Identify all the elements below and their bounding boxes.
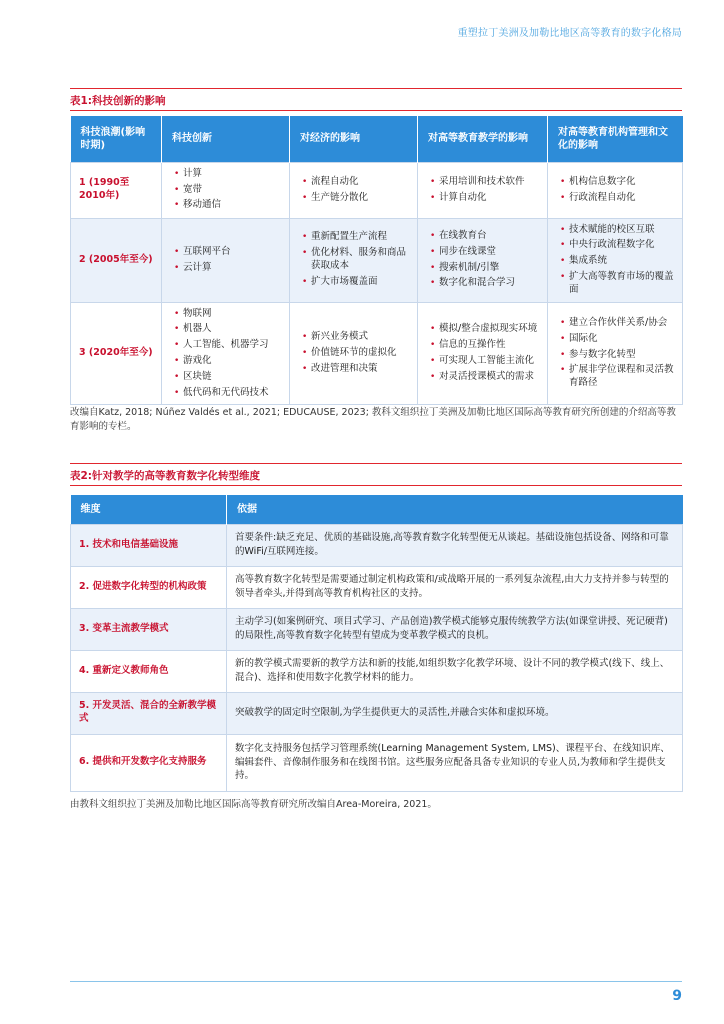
- row-mgmt: [548, 162, 683, 218]
- row-wave: 2 (2005年至今): [71, 218, 162, 302]
- table-row: [71, 650, 683, 692]
- table-row: [71, 608, 683, 650]
- row-tech: [162, 218, 290, 302]
- row-wave: 3 (2020年至今): [71, 302, 162, 405]
- list-item: • 扩大市场覆盖面: [302, 276, 409, 289]
- table-row: [71, 218, 683, 302]
- table-row: [71, 566, 683, 608]
- list-item: • 机构信息数字化: [560, 176, 674, 189]
- table2-header-basis: 依据: [227, 495, 683, 524]
- list-item: • 中央行政流程数字化: [560, 239, 674, 252]
- row-wave: 1 (1990至2010年): [71, 162, 162, 218]
- list-item: • 计算: [174, 168, 281, 181]
- page-number: 9: [672, 988, 682, 1004]
- list-item: • 机器人: [174, 323, 281, 336]
- list-item: • 模拟/整合虚拟现实环境: [430, 323, 539, 336]
- list-item: • 可实现人工智能主流化: [430, 355, 539, 368]
- table2: [70, 495, 683, 792]
- table-row: [71, 692, 683, 734]
- row-econ: [290, 218, 418, 302]
- list-item: • 物联网: [174, 308, 281, 321]
- table2-top-rule: [70, 463, 682, 464]
- list-item: • 对灵活授课模式的需求: [430, 371, 539, 384]
- table1-header-tech: 科技创新: [162, 116, 290, 162]
- row-dimension: 1. 技术和电信基础设施: [71, 524, 227, 566]
- row-teaching: [418, 162, 548, 218]
- list-item: • 建立合作伙伴关系/协会: [560, 317, 674, 330]
- row-mgmt: [548, 302, 683, 405]
- list-item: • 数字化和混合学习: [430, 277, 539, 290]
- list-item: • 生产链分散化: [302, 192, 409, 205]
- table1-header-mgmt: 对高等教育机构管理和文化的影响: [548, 116, 683, 162]
- table-row: [71, 302, 683, 405]
- list-item: • 技术赋能的校区互联: [560, 224, 674, 237]
- table1-caption: 表1:科技创新的影响: [70, 95, 166, 107]
- row-mgmt: [548, 218, 683, 302]
- row-basis: 主动学习(如案例研究、项目式学习、产品创造)教学模式能够克服传统教学方法(如课堂讲授、死记硬背)的局限性,高等教育数字化转型有望成为变革教学模式的良机。: [227, 608, 683, 650]
- table-row: [71, 734, 683, 791]
- list-item: • 采用培训和技术软件: [430, 176, 539, 189]
- row-basis: 突破教学的固定时空限制,为学生提供更大的灵活性,并融合实体和虚拟环境。: [227, 692, 683, 734]
- row-basis: 数字化支持服务包括学习管理系统(Learning Management System, LMS)、课程平台、在线知识库、编辑套件、音像制作服务和在线图书馆。这些服务应配备具备专业知识的专业人员,为教师和学生提供支持。: [227, 734, 683, 791]
- row-teaching: [418, 218, 548, 302]
- list-item: • 信息的互操作性: [430, 339, 539, 352]
- table-row: [71, 524, 683, 566]
- row-dimension: 3. 变革主流教学模式: [71, 608, 227, 650]
- row-tech: [162, 162, 290, 218]
- row-basis: 首要条件:缺乏充足、优质的基础设施,高等教育数字化转型便无从谈起。基础设施包括设备、网络和可靠的WiFi/互联网连接。: [227, 524, 683, 566]
- row-dimension: 6. 提供和开发数字化支持服务: [71, 734, 227, 791]
- list-item: • 移动通信: [174, 199, 281, 212]
- list-item: • 流程自动化: [302, 176, 409, 189]
- list-item: • 人工智能、机器学习: [174, 339, 281, 352]
- list-item: • 国际化: [560, 333, 674, 346]
- table1-header-wave: 科技浪潮(影响时期): [71, 116, 162, 162]
- running-header: 重塑拉丁美洲及加勒比地区高等教育的数字化格局: [457, 28, 682, 39]
- list-item: • 低代码和无代码技术: [174, 387, 281, 400]
- list-item: • 搜索机制/引擎: [430, 262, 539, 275]
- table1-header-teaching: 对高等教育教学的影响: [418, 116, 548, 162]
- table1-source: 改编自Katz, 2018; Núñez Valdés et al., 2021; EDUCAUSE, 2023; 教科文组织拉丁美洲及加勒比地区国际高等教育研究所创建的介绍高等教育影响的专栏。: [70, 407, 676, 432]
- list-item: • 游戏化: [174, 355, 281, 368]
- table1-caption-rule: [70, 110, 682, 111]
- table2-source: 由教科文组织拉丁美洲及加勒比地区国际高等教育研究所改编自Area-Moreira, 2021。: [70, 799, 437, 810]
- list-item: • 优化材料、服务和商品获取成本: [302, 247, 409, 273]
- table1: [70, 116, 683, 405]
- row-dimension: 2. 促进数字化转型的机构政策: [71, 566, 227, 608]
- footer-rule: [70, 981, 682, 982]
- table2-caption: 表2:针对教学的高等教育数字化转型维度: [70, 470, 261, 482]
- list-item: • 改进管理和决策: [302, 363, 409, 376]
- row-econ: [290, 162, 418, 218]
- row-basis: 新的教学模式需要新的教学方法和新的技能,如组织数字化教学环境、设计不同的教学模式(线下、线上、混合)、选择和使用数字化教学材料的能力。: [227, 650, 683, 692]
- list-item: • 扩大高等教育市场的覆盖面: [560, 271, 674, 297]
- table-row: [71, 162, 683, 218]
- list-item: • 价值链环节的虚拟化: [302, 347, 409, 360]
- row-dimension: 5. 开发灵活、混合的全新教学模式: [71, 692, 227, 734]
- list-item: • 在线教育台: [430, 230, 539, 243]
- row-econ: [290, 302, 418, 405]
- table1-top-rule: [70, 88, 682, 89]
- table2-header-dimension: 维度: [71, 495, 227, 524]
- list-item: • 计算自动化: [430, 192, 539, 205]
- list-item: • 宽带: [174, 184, 281, 197]
- list-item: • 重新配置生产流程: [302, 231, 409, 244]
- row-dimension: 4. 重新定义教师角色: [71, 650, 227, 692]
- list-item: • 互联网平台: [174, 246, 281, 259]
- row-basis: 高等教育数字化转型是需要通过制定机构政策和/或战略开展的一系列复杂流程,由大力支持并参与转型的领导者牵头,并得到高等教育机构社区的支持。: [227, 566, 683, 608]
- table2-caption-rule: [70, 485, 682, 486]
- row-teaching: [418, 302, 548, 405]
- list-item: • 同步在线课堂: [430, 246, 539, 259]
- list-item: • 行政流程自动化: [560, 192, 674, 205]
- list-item: • 扩展非学位课程和灵活教育路径: [560, 364, 674, 390]
- list-item: • 区块链: [174, 371, 281, 384]
- list-item: • 集成系统: [560, 255, 674, 268]
- row-tech: [162, 302, 290, 405]
- list-item: • 新兴业务模式: [302, 331, 409, 344]
- list-item: • 云计算: [174, 262, 281, 275]
- table1-header-econ: 对经济的影响: [290, 116, 418, 162]
- list-item: • 参与数字化转型: [560, 349, 674, 362]
